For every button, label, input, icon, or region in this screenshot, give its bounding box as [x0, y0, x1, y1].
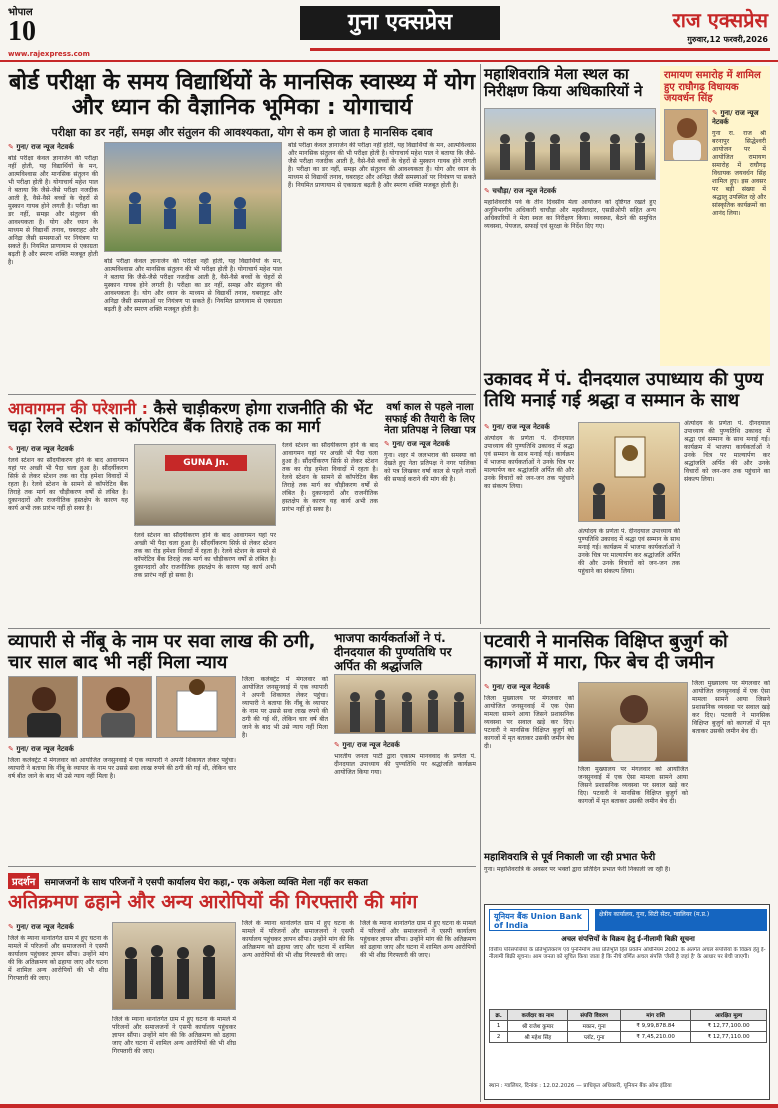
story-body: रेलवे स्टेशन का सौंदर्यीकरण होने के बाद आवागमन यहां पर अच्छी भी पैदा चला हुआ है। सौंदर्यीकरण सिर्फ़ से लेकर स्टेशन तक का रोड़ हमेशा विवादों में रहता है। रेलवे स्टेशन के सामने से कॉपरेटिव बैंक तिराहे तक मार्ग का चौड़ीकरण वर्षों से लंबित है। दुकानदारों और राजनीतिक हस्तक्षेप के कारण यह कार्य अभी तक प्रारंभ नहीं हो सका है। — [8, 457, 128, 512]
table-cell: 1 — [490, 1021, 508, 1032]
table-cell: श्री राजेश कुमार — [508, 1021, 568, 1032]
story-body-cont: जिला कलेक्ट्रेट में मंगलवार को आयोजित जनसुनवाई में एक व्यापारी ने अपनी शिकायत लेकर पहुंचा। व्यापारी ने बताया कि नींबू के व्यापार के नाम पर उससे सवा लाख रुपये की ठगी की गई थी, लेकिन चार वर्ष बीत जाने के बाद भी उसे न्याय नहीं मिला है। — [242, 676, 328, 739]
column-rule — [480, 632, 481, 1102]
crowd-icon — [335, 675, 476, 734]
story-kicker: प्रदर्शन — [8, 873, 39, 889]
auction-table — [489, 1009, 767, 1043]
website-link[interactable]: www.rajexpress.com — [8, 50, 90, 58]
story-patwari-fraud — [484, 632, 770, 847]
story-byline: ✎ गुना/ राज न्यूज नेटवर्क — [484, 423, 574, 432]
story-shivratri-inspection — [484, 66, 656, 366]
story-body-cont2: बोर्ड परीक्षा केवल ज्ञानार्जन की परीक्षा नहीं होती, यह विद्यार्थियों के मन, आत्मविश्वास और मानसिक संतुलन की भी परीक्षा होती है। योगाचार्य महेश पाल ने बताया कि जैसे-जैसे परीक्षा नजदीक आती है, वैसे-वैसे बच्चों के चेहरों से मुस्कान गायब होने लगती है। परीक्षा का डर नहीं, समझ और संतुलन की आवश्यकता है। योग और ध्यान के माध्यम से विद्यार्थी तनाव, घबराहट और अनिद्रा जैसी समस्याओं पर नियंत्रण पा सकते हैं। नियमित प्राणायाम से एकाग्रता बढ़ती है और स्मरण शक्ति मजबूत होती है। — [288, 142, 476, 189]
document-icon — [157, 677, 236, 738]
story-body: गुना। शहर में जलभराव की समस्या को देखते हुए नेता प्रतिपक्ष ने नगर पालिका को पत्र लिखकर वर्षा काल से पहले नालों की सफाई कराने की मांग की है। — [384, 451, 476, 483]
story-byline: ✎ गुना/ राज न्यूज नेटवर्क — [8, 745, 236, 754]
story-body-cont2: जिले के म्याना थानांतर्गत ग्राम में हुए घटना के मामले में परिजनों और समाजजनों ने एसपी कार्यालय पहुंचकर ज्ञापन सौंपा। उन्होंने मांग की कि अतिक्रमण को ढहाया जाए और घटना में शामिल अन्य आरोपियों की भी शीघ्र गिरफ्तारी की जाए। — [242, 920, 354, 959]
page-bottom-rule — [0, 1104, 778, 1108]
table-cell: प्लॉट, गुना — [568, 1032, 621, 1043]
tribute-group-photo — [334, 674, 476, 734]
row-rule — [8, 394, 476, 395]
story-deendayal-ukavad — [484, 370, 770, 625]
story-headline: अतिक्रमण ढहाने और अन्य आरोपियों की गिरफ्तारी की मांग — [8, 891, 418, 913]
story-body-cont: बोर्ड परीक्षा केवल ज्ञानार्जन की परीक्षा नहीं होती, यह विद्यार्थियों के मन, आत्मविश्वास और मानसिक संतुलन की भी परीक्षा होती है। योगाचार्य महेश पाल ने बताया कि जैसे-जैसे परीक्षा नजदीक आती है, वैसे-वैसे बच्चों के चेहरों से मुस्कान गायब होने लगती है। परीक्षा का डर नहीं, समझ और संतुलन की आवश्यकता है। योग और ध्यान के माध्यम से विद्यार्थी तनाव, घबराहट और अनिद्रा जैसी समस्याओं पर नियंत्रण पा सकते हैं। नियमित प्राणायाम से एकाग्रता बढ़ती है और स्मरण शक्ति मजबूत होती है। — [104, 258, 282, 313]
brand-logo: राज एक्सप्रेस — [672, 8, 768, 32]
bank-logo — [489, 909, 589, 931]
story-prabhat-pheri — [484, 852, 770, 902]
officials-icon — [485, 109, 656, 180]
story-byline: ✎ गुना/ राज न्यूज नेटवर्क — [384, 440, 476, 449]
masthead — [0, 0, 778, 62]
table-cell: मकान, गुना — [568, 1021, 621, 1032]
story-byline: ✎ गुना/ राज न्यूज नेटवर्क — [484, 683, 574, 692]
story-body-cont: जिला मुख्यालय पर मंगलवार को आयोजित जनसुनवाई में एक ऐसा मामला सामने आया जिसने प्रशासनिक व्यवस्था पर सवाल खड़े कर दिए। पटवारी ने मानसिक विक्षिप्त बुजुर्ग को कागजों में मृत बताकर उसकी जमीन बेच दी। — [578, 766, 688, 805]
table-cell: ₹ 7,45,210.00 — [621, 1032, 691, 1043]
row-rule — [8, 866, 476, 867]
story-headline: रामायण समारोह में शामिल हुए राघौगढ़ विधायक जयवर्धन सिंह — [664, 70, 761, 104]
table-header-row — [490, 1010, 767, 1021]
bank-auction-notice — [484, 904, 770, 1100]
yoga-photo — [104, 142, 282, 252]
story-body-cont3: जिले के म्याना थानांतर्गत ग्राम में हुए घटना के मामले में परिजनों और समाजजनों ने एसपी कार्यालय पहुंचकर ज्ञापन सौंपा। उन्होंने मांग की कि अतिक्रमण को ढहाया जाए और घटना में शामिल अन्य आरोपियों की भी शीघ्र गिरफ्तारी की जाए। — [360, 920, 476, 959]
notice-title: अचल संपत्तियों के विक्रय हेतु ई-नीलामी बिक्री सूचना — [561, 935, 695, 943]
story-body-cont: जिले के म्याना थानांतर्गत ग्राम में हुए घटना के मामले में परिजनों और समाजजनों ने एसपी कार्यालय पहुंचकर ज्ञापन सौंपा। उन्होंने मांग की कि अतिक्रमण को ढहाया जाए और घटना में शामिल अन्य आरोपियों की भी शीघ्र गिरफ्तारी की जाए। — [112, 1016, 236, 1055]
table-header: क्र. — [490, 1010, 508, 1021]
yoga-figures-icon — [105, 143, 282, 252]
station-photo — [134, 444, 276, 526]
story-headline: व्यापारी से नींबू के नाम पर सवा लाख की ठगी, चार साल बाद भी नहीं मिला न्याय — [8, 631, 316, 673]
column-rule — [480, 64, 481, 624]
story-byline: ✎ चचौड़ा/ राज न्यूज नेटवर्क — [484, 187, 656, 196]
paper-name: गुना एक्सप्रेस — [300, 6, 500, 40]
station-sign: GUNA Jn. — [165, 455, 247, 471]
story-body: महाशिवरात्रि पर्व के तीन दिवसीय मेला आयोजन को दृष्टिगत रखते हुए अनुविभागीय अधिकारी चाचौड़ा और महसीलदार, एसडीओपी सहित अन्य अधिकारियों ने मेला स्थल का निरीक्षण किया। व्यवस्था, बैठने की समुचित व्यवस्था, पेयजल, सफाई एवं सुरक्षा के निर्देश दिए गए। — [484, 199, 656, 230]
masthead-rule — [310, 48, 770, 51]
table-cell: 2 — [490, 1032, 508, 1043]
story-body: बोर्ड परीक्षा केवल ज्ञानार्जन की परीक्षा नहीं होती, यह विद्यार्थियों के मन, आत्मविश्वास और मानसिक संतुलन की भी परीक्षा होती है। योगाचार्य महेश पाल ने बताया कि जैसे-जैसे परीक्षा नजदीक आती है, वैसे-वैसे बच्चों के चेहरों से मुस्कान गायब होने लगती है। परीक्षा का डर नहीं, समझ और संतुलन की आवश्यकता है। योग और ध्यान के माध्यम से विद्यार्थी तनाव, घबराहट और अनिद्रा जैसी समस्याओं पर नियंत्रण पा सकते हैं। नियमित प्राणायाम से एकाग्रता बढ़ती है और स्मरण शक्ति मजबूत होती है। — [8, 155, 98, 266]
story-deck: परीक्षा का डर नहीं, समझ और संतुलन की आवश्यकता, योग से कम हो जाता है मानसिक दबाव — [51, 125, 433, 139]
story-yoga-exam — [8, 70, 476, 390]
bank-name: यूनियन बैंक Union Bank — [494, 912, 582, 921]
story-byline: ✎ गुना/ राज न्यूज नेटवर्क — [8, 143, 98, 152]
person-photo-1 — [8, 676, 78, 738]
story-byline: ✎ गुना/ राज न्यूज नेटवर्क — [8, 445, 128, 454]
garland-icon — [579, 423, 680, 522]
bank-address: क्षेत्रीय कार्यालय, गुना, सिटी सेंटर, ग्वालियर (म.प्र.) — [595, 909, 767, 931]
elder-photo — [578, 682, 688, 762]
city-label: भोपाल — [8, 7, 33, 18]
notice-text: वित्तीय परिसंपत्तियों के प्रतिभूतिकरण एवं पुनर्निर्माण तथा प्रतिभूति हित प्रवर्तन अधिनियम 2002 के अंतर्गत अचल संपत्तियों के विक्रय हेतु ई-नीलामी बिक्री सूचना। आम जनता को सूचित किया जाता है कि नीचे वर्णित अचल संपत्ति 'जैसी है जहां है' के आधार पर बेची जाएगी। — [489, 947, 766, 960]
row-rule — [8, 628, 770, 629]
story-body-cont: रेलवे स्टेशन का सौंदर्यीकरण होने के बाद आवागमन यहां पर अच्छी भी पैदा चला हुआ है। सौंदर्यीकरण सिर्फ़ से लेकर स्टेशन तक का रोड़ हमेशा विवादों में रहता है। रेलवे स्टेशन के सामने से कॉपरेटिव बैंक तिराहे तक मार्ग का चौड़ीकरण वर्षों से लंबित है। दुकानदारों और राजनीतिक हस्तक्षेप के कारण यह कार्य अभी तक प्रारंभ नहीं हो सका है। — [134, 532, 276, 579]
story-body-cont2: जिला मुख्यालय पर मंगलवार को आयोजित जनसुनवाई में एक ऐसा मामला सामने आया जिसने प्रशासनिक व्यवस्था पर सवाल खड़े कर दिए। पटवारी ने मानसिक विक्षिप्त बुजुर्ग को कागजों में मृत बताकर उसकी जमीन बेच दी। — [692, 680, 770, 735]
table-header: कर्जदार का नाम — [508, 1010, 568, 1021]
story-headline: वर्षा काल से पहले नाला सफाई की तैयारी के लिए नेता प्रतिपक्ष ने लिखा पत्र — [384, 402, 476, 436]
table-row — [490, 1021, 767, 1032]
elderly-person-icon — [579, 683, 688, 762]
story-headline: पटवारी ने मानसिक विक्षिप्त बुजुर्ग को कागजों में मारा, फिर बेच दी जमीन — [484, 631, 728, 673]
table-cell: ₹ 9,99,878.84 — [621, 1021, 691, 1032]
story-lemon-fraud — [8, 632, 328, 862]
story-ramayan-sidebar — [660, 66, 770, 366]
story-road-widening — [8, 400, 476, 625]
story-body: गुना रा. राज श्री बरनापुर सिद्धेश्वरी आयोजन पर में आयोजित रामायण समारोह में राघौगढ़ विधायक जयवर्धन सिंह शामिल हुए। इस अवसर पर बड़ी संख्या में श्रद्धालु उपस्थित रहे और सांस्कृतिक कार्यक्रमों का आनंद लिया। — [712, 129, 766, 217]
story-body: गुना। महाशिवरात्रि के अवसर पर भक्तों द्वारा प्रतिदिन प्रभात फेरी निकाली जा रही है। — [484, 865, 671, 873]
tribute-photo — [578, 422, 680, 522]
story-body: जिले के म्याना थानांतर्गत ग्राम में हुए घटना के मामले में परिजनों और समाजजनों ने एसपी कार्यालय पहुंचकर ज्ञापन सौंपा। उन्होंने मांग की कि अतिक्रमण को ढहाया जाए और घटना में शामिल अन्य आरोपियों की भी शीघ्र गिरफ्तारी की जाए। — [8, 935, 108, 982]
story-bjp-tribute — [334, 632, 476, 862]
story-headline: बोर्ड परीक्षा के समय विद्यार्थियों के मानसिक स्वास्थ्य में योग और ध्यान की वैज्ञानिक भूमिका : योगाचार्य — [8, 70, 476, 121]
story-headline — [8, 400, 388, 437]
story-subkicker: समाजजनों के साथ परिजनों ने एसपी कार्यालय घेरा कहा,- एक अकेला व्यक्ति मेला नहीं कर सकता — [44, 878, 368, 888]
story-headline: महाशिवरात्रि मेला स्थल का निरीक्षण किया अधिकारियों ने — [484, 65, 643, 101]
protesters-icon — [113, 923, 236, 1010]
bank-sub: of India — [494, 921, 529, 930]
story-body-cont2: रेलवे स्टेशन का सौंदर्यीकरण होने के बाद आवागमन यहां पर अच्छी भी पैदा चला हुआ है। सौंदर्यीकरण सिर्फ़ से लेकर स्टेशन तक का रोड़ हमेशा विवादों में रहता है। रेलवे स्टेशन के सामने से कॉपरेटिव बैंक तिराहे तक मार्ग का चौड़ीकरण वर्षों से लंबित है। दुकानदारों और राजनीतिक हस्तक्षेप के कारण यह कार्य अभी तक प्रारंभ नहीं हो सका है। — [282, 442, 378, 513]
story-body-cont: अंत्योदय के प्रणेता पं. दीनदयाल उपाध्याय की पुण्यतिथि उकावद में श्रद्धा एवं सम्मान के साथ मनाई गई। कार्यक्रम में भाजपा कार्यकर्ताओं ने उनके चित्र पर माल्यार्पण कर श्रद्धांजलि अर्पित की और उनके विचारों को जन-जन तक पहुंचाने का संकल्प लिया। — [578, 528, 680, 575]
page-number: 10 — [8, 16, 36, 47]
story-byline: ✎ गुना/ राज न्यूज नेटवर्क — [664, 109, 766, 127]
story-body-cont2: अंत्योदय के प्रणेता पं. दीनदयाल उपाध्याय की पुण्यतिथि उकावद में श्रद्धा एवं सम्मान के साथ मनाई गई। कार्यक्रम में भाजपा कार्यकर्ताओं ने उनके चित्र पर माल्यार्पण कर श्रद्धांजलि अर्पित की और उनके विचारों को जन-जन तक पहुंचाने का संकल्प लिया। — [684, 420, 770, 483]
person-icon — [665, 110, 708, 161]
story-body: जिला कलेक्ट्रेट में मंगलवार को आयोजित जनसुनवाई में एक व्यापारी ने अपनी शिकायत लेकर पहुंचा। व्यापारी ने बताया कि नींबू के व्यापार के नाम पर उससे सवा लाख रुपये की ठगी की गई थी, लेकिन चार वर्ष बीत जाने के बाद भी उसे न्याय नहीं मिला है। — [8, 757, 236, 780]
table-header: आरक्षित मूल्य — [691, 1010, 767, 1021]
story-headline-text: कैसे चाड़ीकरण होगा राजनीति की भेंट चढ़ा रेलवे स्टेशन से कॉपरेटिव बैंक तिराहे तक का मार्ग — [8, 399, 373, 437]
story-body: जिला मुख्यालय पर मंगलवार को आयोजित जनसुनवाई में एक ऐसा मामला सामने आया जिसने प्रशासनिक व्यवस्था पर सवाल खड़े कर दिए। पटवारी ने मानसिक विक्षिप्त बुजुर्ग को कागजों में मृत बताकर उसकी जमीन बेच दी। — [484, 695, 574, 750]
table-row — [490, 1032, 767, 1043]
story-kicker: आवागमन की परेशानी : — [8, 399, 149, 418]
person-icon — [9, 677, 78, 738]
table-cell: श्री महेश सिंह — [508, 1032, 568, 1043]
story-headline: उकावद में पं. दीनदयाल उपाध्याय की पुण्य तिथि मनाई गई श्रद्धा व सम्मान के साथ — [484, 369, 764, 411]
notice-footer: स्थान : ग्वालियर, दिनांक : 12.02.2026 — प्राधिकृत अधिकारी, यूनियन बैंक ऑफ इंडिया — [489, 1083, 672, 1089]
complainant-photo — [156, 676, 236, 738]
issue-date: गुरुवार,12 फरवरी,2026 — [687, 35, 768, 44]
mla-portrait — [664, 109, 708, 161]
story-body: अंत्योदय के प्रणेता पं. दीनदयाल उपाध्याय की पुण्यतिथि उकावद में श्रद्धा एवं सम्मान के साथ मनाई गई। कार्यक्रम में भाजपा कार्यकर्ताओं ने उनके चित्र पर माल्यार्पण कर श्रद्धांजलि अर्पित की और उनके विचारों को जन-जन तक पहुंचाने का संकल्प लिया। — [484, 435, 574, 490]
story-byline: ✎ गुना/ राज न्यूज नेटवर्क — [8, 923, 108, 932]
story-headline: भाजपा कार्यकर्ताओं ने पं. दीनदयाल की पुण्यतिथि पर अर्पित की श्रद्धांजलि — [334, 631, 452, 673]
inspection-photo — [484, 108, 656, 180]
person-photo-2 — [82, 676, 152, 738]
table-header: मांग राशि — [621, 1010, 691, 1021]
table-cell: ₹ 12,77,110.00 — [691, 1032, 767, 1043]
protest-photo — [112, 922, 236, 1010]
story-byline: ✎ गुना/ राज न्यूज नेटवर्क — [334, 741, 476, 750]
story-body: भारतीय जनता पार्टी द्वारा एकात्म मानववाद के प्रणेता पं. दीनदयाल उपाध्याय की पुण्यतिथि पर श्रद्धांजलि कार्यक्रम आयोजित किया गया। — [334, 753, 476, 776]
story-headline: महाशिवरात्रि से पूर्व निकाली जा रही प्रभात फेरी — [484, 852, 656, 863]
table-cell: ₹ 12,77,100.00 — [691, 1021, 767, 1032]
person-icon — [83, 677, 152, 738]
table-header: संपत्ति विवरण — [568, 1010, 621, 1021]
story-encroachment-protest — [8, 870, 476, 1100]
